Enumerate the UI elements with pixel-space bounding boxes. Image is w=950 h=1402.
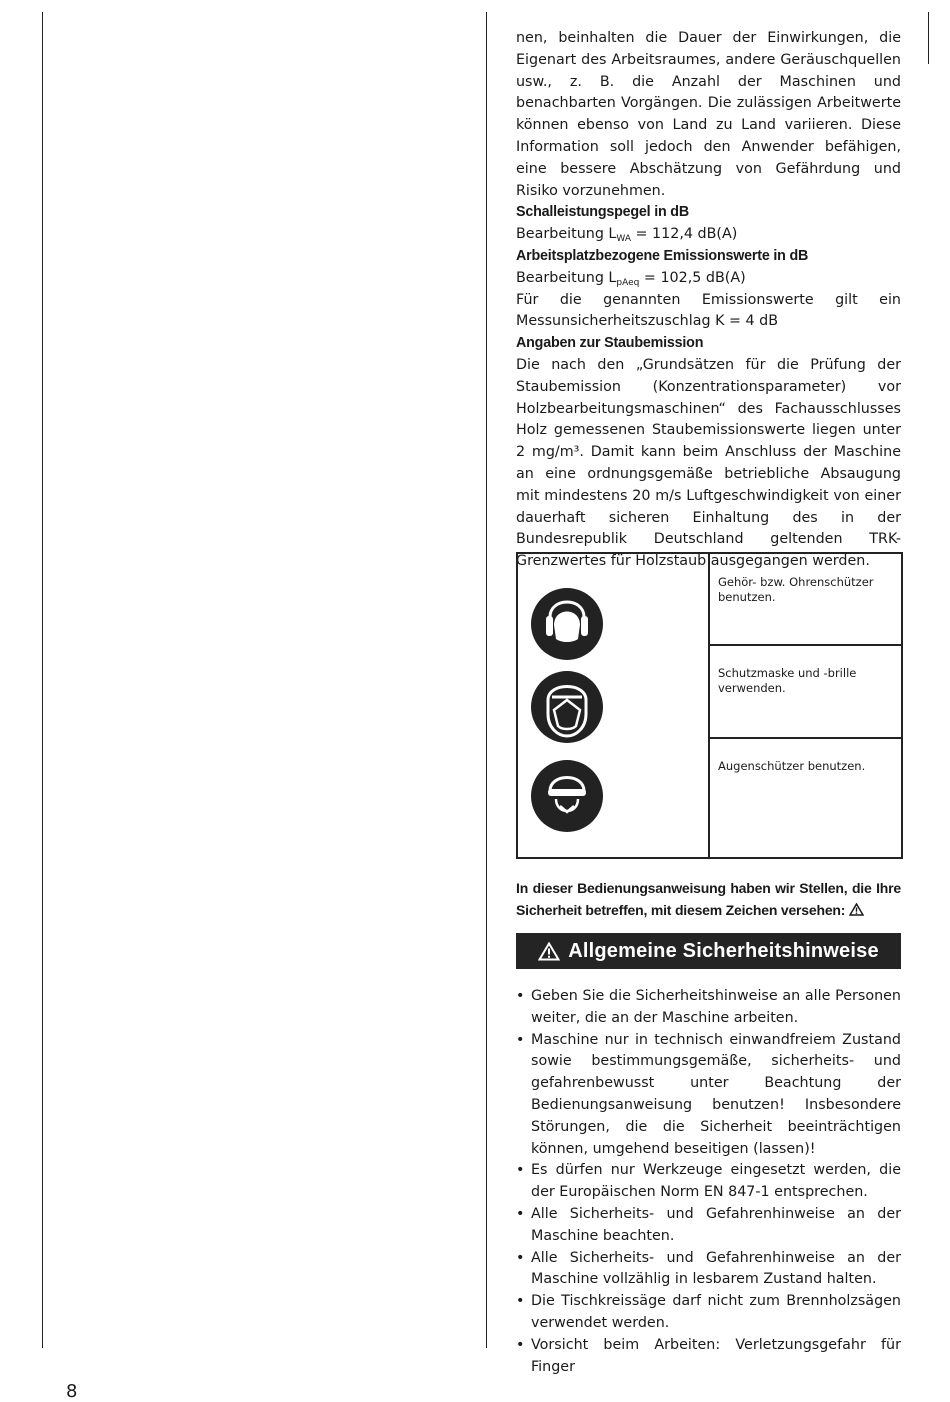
tolerance-paragraph: Für die genannten Emissionswerte gilt ein Messunsicherheitszuschlag K = 4 dB bbox=[516, 291, 901, 330]
list-item: • Maschine nur in technisch einwandfreiem Zustand sowie bestimmungsgemäße, sicherheits- und gefahrenbewusst unter Beachtung der Bedienungsanweisung benutzen! Insbesondere Störungen, die die Sicherheit beeinträchtigen können, umgehend beseitigen (lassen)! bbox=[516, 1030, 901, 1161]
dust-paragraph: Die nach den „Grundsätzen für die Prüfung der Staubemission (Konzentrationsparameter) vor Holzbearbeitungsmaschinen“ des Fachausschlusses Holz gemessenen Staubemissionswerte liegen unter 2 mg/m³. Damit kann beim Anschluss der Maschine an eine ordnungsgemäße betriebliche Absaugung mit mindestens 20 m/s Luftgeschwindigkeit von einer dauerhaft sicheren Einhaltung des in der Bundesrepublik Deutschland geltenden TRK-Grenzwertes für Holzstaub ausgegangen werden. bbox=[516, 356, 901, 570]
page-number: 8 bbox=[66, 1381, 78, 1402]
face-mask-goggles-icon bbox=[530, 670, 604, 744]
section-title-banner bbox=[516, 933, 901, 969]
ear-protection-icon bbox=[530, 587, 604, 661]
workplace-emission-line: Bearbeitung $L_{pAeq} = 102,5$ dB(A) bbox=[516, 269, 746, 288]
dust-heading: Angaben zur Staubemission bbox=[516, 335, 704, 352]
ppe-text-eye: Augenschützer benutzen. bbox=[718, 759, 866, 773]
eye-protection-icon bbox=[530, 759, 604, 833]
list-item: • Alle Sicherheits- und Gefahrenhinweise an der Maschine beachten. bbox=[516, 1204, 901, 1248]
intro-paragraph: nen, beinhalten die Dauer der Einwirkungen, die Eigenart des Arbeitsraumes, andere Geräuschquellen usw., z. B. die Anzahl der Maschinen und benachbarten Vorgängen. Die zulässigen Arbeitwerte können ebenso von Land zu Land variieren. Diese Information soll jedoch den Anwender befähigen, eine bessere Abschätzung von Gefährdung und Risiko vorzunehmen. bbox=[516, 30, 901, 199]
list-item: • Alle Sicherheits- und Gefahrenhinweise an der Maschine vollzählig in lesbarem Zustand halten. bbox=[516, 1248, 901, 1292]
sound-power-heading: Schalleistungspegel in dB bbox=[516, 204, 689, 221]
safety-instructions-list bbox=[516, 986, 901, 1378]
ppe-text-ear: Gehör- bzw. Ohrenschützer benutzen. bbox=[710, 554, 901, 646]
ppe-text-mask: Schutzmaske und -brille verwenden. bbox=[710, 646, 901, 739]
workplace-emission-heading: Arbeitsplatzbezogene Emissionswerte in dB bbox=[516, 247, 809, 264]
section-title: Allgemeine Sicherheitshinweise bbox=[568, 939, 879, 962]
noise-section bbox=[516, 28, 901, 573]
right-margin-rule bbox=[928, 12, 929, 64]
ppe-icon-column bbox=[518, 554, 710, 857]
safety-symbol-note: In dieser Bedienungsanweisung haben wir Stellen, die Ihre Sicherheit betreffen, mit diesem Zeichen versehen: bbox=[516, 880, 901, 918]
column-divider-rule bbox=[486, 12, 487, 1348]
list-item: • Es dürfen nur Werkzeuge eingesetzt werden, die der Europäischen Norm EN 847-1 entsprechen. bbox=[516, 1160, 901, 1204]
ppe-table bbox=[516, 552, 903, 859]
list-item: • Die Tischkreissäge darf nicht zum Brennholzsägen verwendet werden. bbox=[516, 1291, 901, 1335]
left-margin-rule bbox=[42, 12, 43, 1348]
warning-triangle-icon bbox=[538, 942, 560, 961]
list-item: • Vorsicht beim Arbeiten: Verletzungsgefahr für Finger bbox=[516, 1335, 901, 1379]
list-item: • Geben Sie die Sicherheitshinweise an alle Personen weiter, die an der Maschine arbeiten. bbox=[516, 986, 901, 1030]
warning-triangle-icon bbox=[849, 903, 864, 916]
sound-power-line: Bearbeitung $L_{WA} = 112,4$ dB(A) bbox=[516, 226, 738, 245]
